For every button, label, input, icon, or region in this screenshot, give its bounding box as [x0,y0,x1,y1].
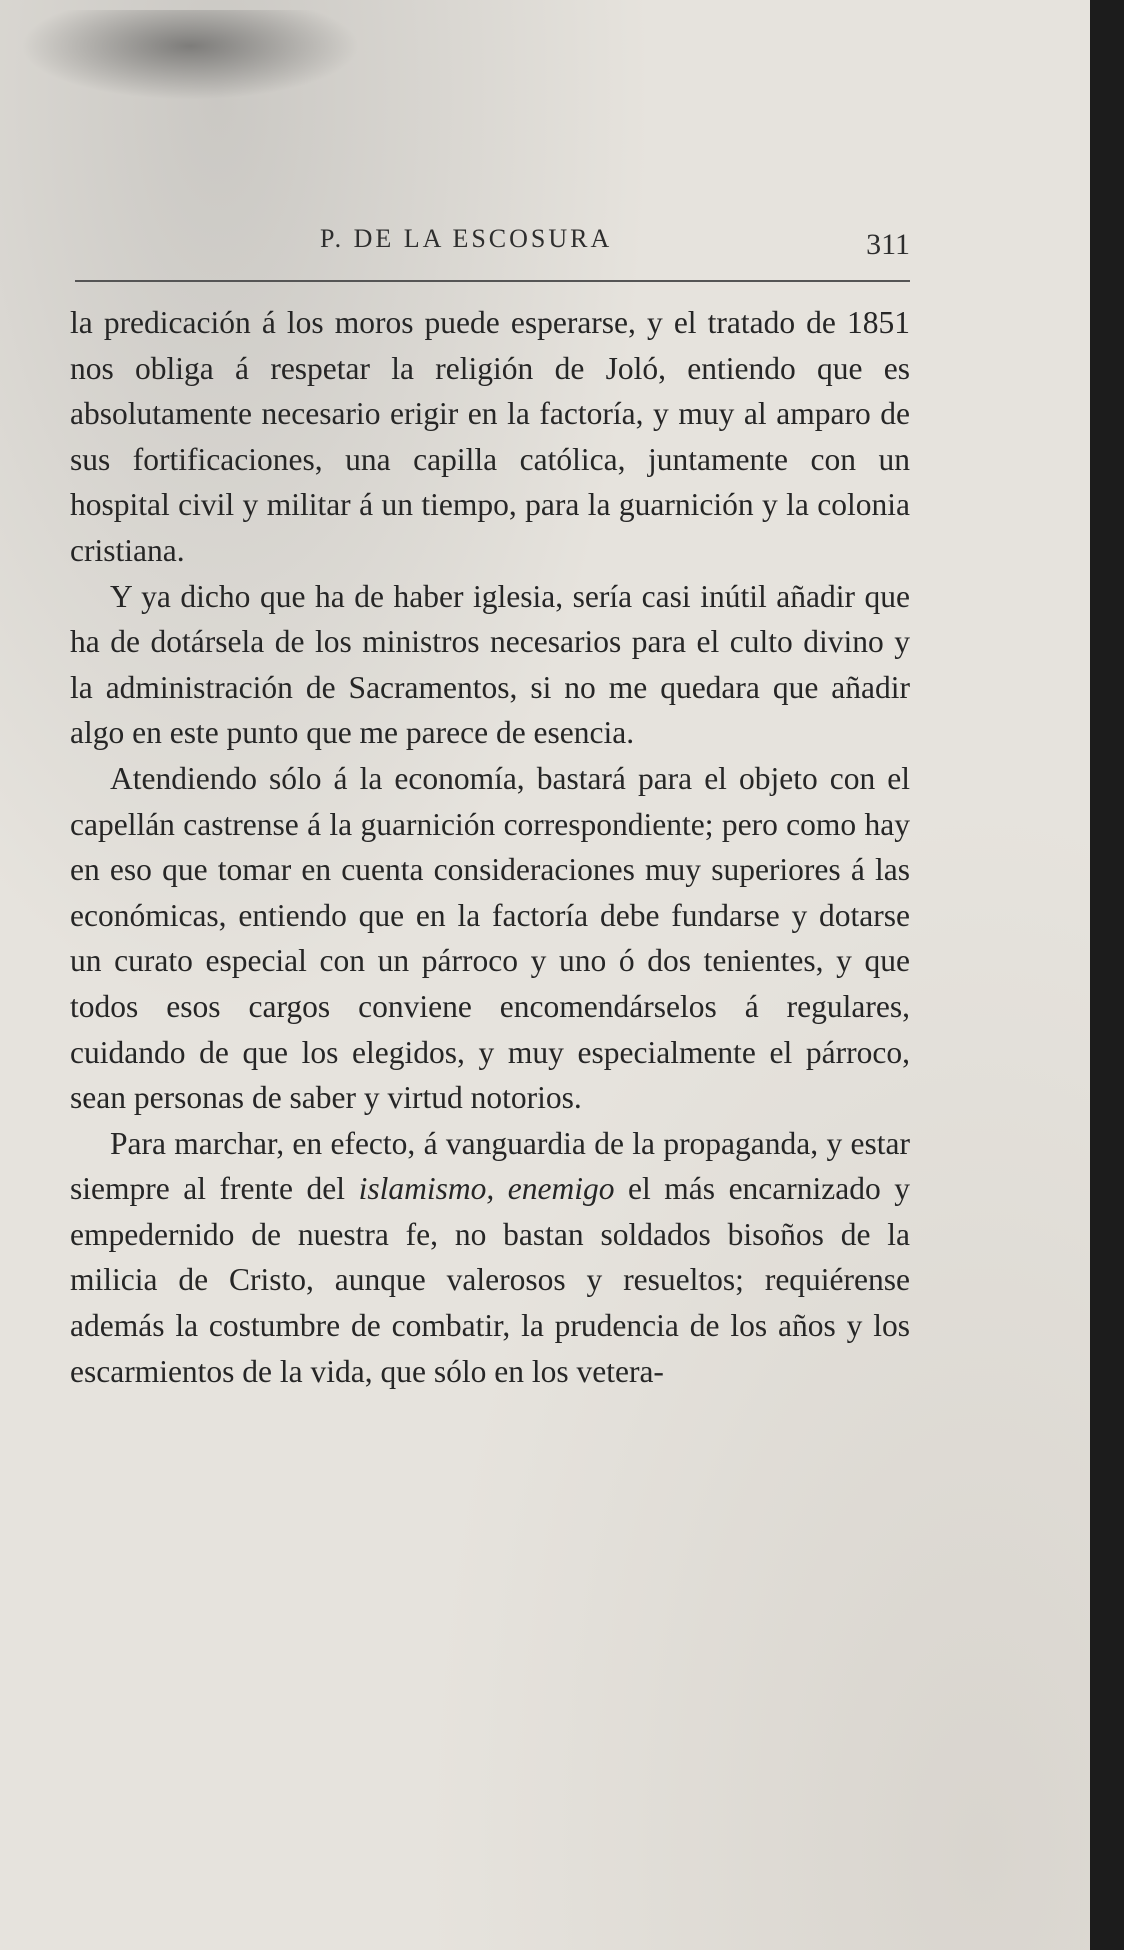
running-head: P. DE LA ESCOSURA [320,224,613,253]
paragraph-1: la predicación á los moros puede esperarse, y el tratado de 1851 nos obliga á respetar la religión de Joló, entiendo que es absolutamente necesario erigir en la factoría, y muy al amparo de sus fortificaciones, una capilla católica, juntamente con un hospital civil y militar á un tiempo, para la guarnición y la colonia cristiana. [70,305,910,568]
paragraph-4-end: el más encarnizado y empedernido de nuestra fe, no bastan soldados bisoños de la milicia de Cristo, aunque valerosos y resueltos; requiérense además la costumbre de combatir, la prudencia de los años y los escarmientos de la vida, que sólo en los vetera- [70,1171,911,1389]
paragraph-3: Atendiendo sólo á la economía, bastará para el objeto con el capellán castrense á la guarnición correspondiente; pero como hay en eso que tomar en cuenta consideraciones muy superiores á las económicas, entiendo que en la factoría debe fundarse y dotarse un curato especial con un párroco y uno ó dos tenientes, y que todos esos cargos conviene encomendárselos á regulares, cuidando de que los elegidos, y muy especialmente el párroco, sean personas de saber y virtud notorios. [70,760,910,1116]
paragraph-4 [70,1121,910,1395]
page-header [75,210,910,282]
page-smudge [20,10,360,100]
body-text [70,300,910,1394]
paragraph-2: Y ya dicho que ha de haber iglesia, sería casi inútil añadir que ha de dotársela de los ministros necesarios para el culto divino y la administración de Sacramentos, si no me quedara que añadir algo en este punto que me parece de esencia. [70,578,910,751]
page-number: 311 [866,228,910,261]
paragraph-4-italic: islamismo, enemigo [358,1171,615,1207]
paragraph-4-start: Para marchar, en efecto, á vanguardia de la propaganda, y estar siempre al frente del [70,1125,910,1207]
